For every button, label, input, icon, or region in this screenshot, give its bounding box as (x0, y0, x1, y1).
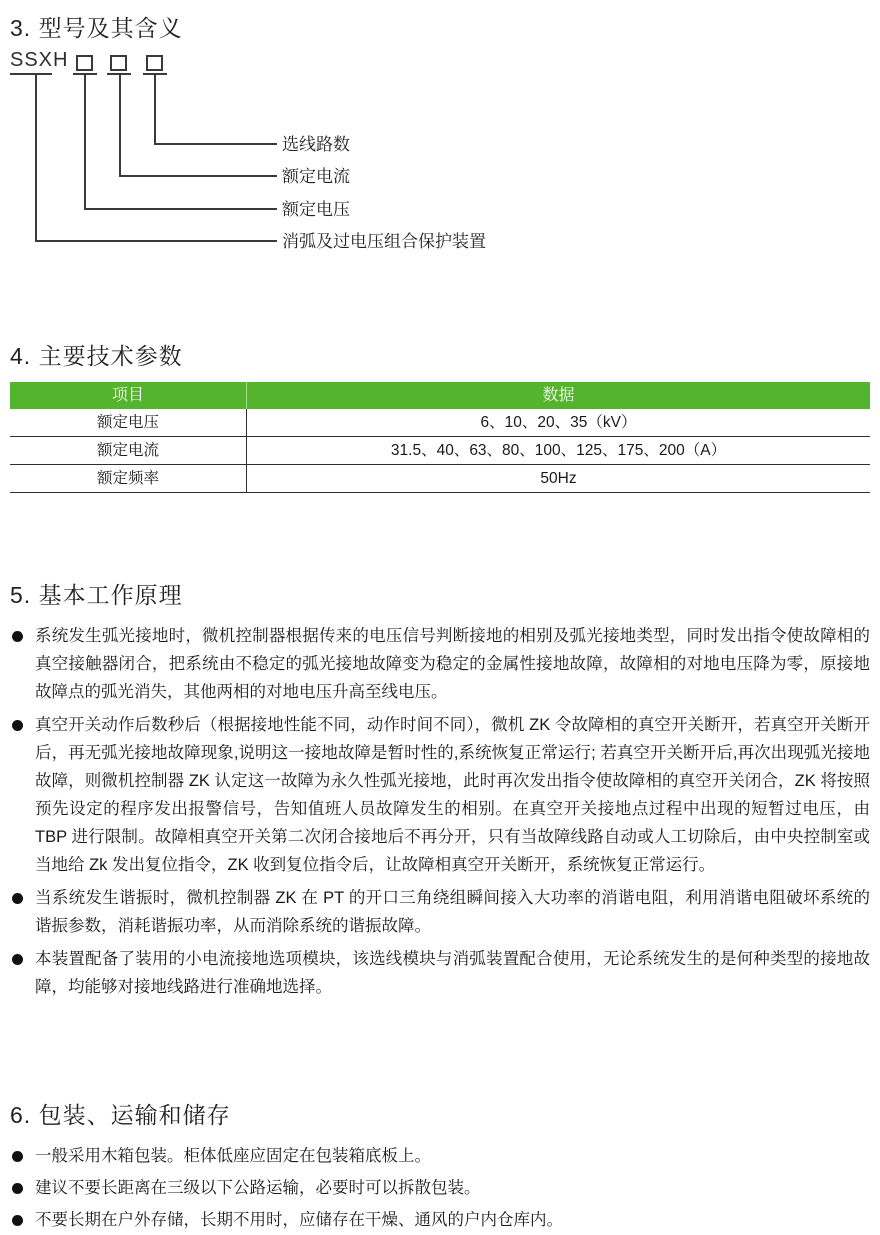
table-row (10, 437, 870, 465)
list-item (10, 1174, 870, 1203)
list-item (10, 1142, 870, 1171)
bullet-icon (12, 631, 23, 642)
table-cell-value: 31.5、40、63、80、100、125、175、200（A） (390, 442, 727, 459)
table-cell-item: 额定频率 (10, 465, 247, 492)
diagram-label-device-name: 消弧及过电压组合保护装置 (282, 232, 486, 251)
table-header-data: 数据 (542, 387, 575, 404)
model-digit-box-3 (146, 55, 163, 71)
parameters-table (10, 382, 870, 493)
bullet-paragraph: 当系统发生谐振时，微机控制器 ZK 在 PT 的开口三角绕组瞬间接入大功率的消谐电阻，利用消谐电阻破坏系统的谐振参数，消耗谐振功率，从而消除系统的谐振故障。 (35, 889, 870, 935)
table-cell-value: 6、10、20、35（kV） (480, 414, 637, 431)
list-item (10, 1206, 870, 1235)
bullet-icon (12, 1151, 23, 1162)
storage-bullet-list (10, 1142, 870, 1235)
section-title-principle: 5. 基本工作原理 (10, 582, 183, 608)
table-header-item: 项目 (10, 382, 247, 409)
bullet-paragraph: 一般采用木箱包装。柜体低座应固定在包装箱底板上。 (35, 1147, 431, 1165)
model-digit-box-1 (76, 55, 93, 71)
section-title-parameters: 4. 主要技术参数 (10, 343, 183, 369)
table-cell-item: 额定电压 (10, 409, 247, 436)
diagram-label-line-count: 选线路数 (282, 135, 350, 154)
bullet-paragraph: 系统发生弧光接地时，微机控制器根据传来的电压信号判断接地的相别及弧光接地类型，同时发出指令使故障相的真空接触器闭合，把系统由不稳定的弧光接地故障变为稳定的金属性接地故障，故障相的对地电压降为零，原接地故障点的弧光消失，其他两相的对地电压升高至线电压。 (35, 627, 870, 701)
diagram-label-rated-current: 额定电流 (282, 167, 350, 186)
model-designation-diagram (10, 49, 870, 305)
model-digit-box-2 (110, 55, 127, 71)
table-cell-item: 额定电流 (10, 437, 247, 464)
bullet-paragraph: 真空开关动作后数秒后（根据接地性能不同，动作时间不同），微机 ZK 令故障相的真空开关断开，若真空开关断开后，再无弧光接地故障现象,说明这一接地故障是暂时性的,系统恢复正常运行; 若真空开关断开后,再次出现弧光接地故障，则微机控制器 ZK 认定这一故障为永久性弧光接地，此时再次发出指令使故障相的真空开关闭合，ZK 将按照预先设定的程序发出报警信号，告知值班人员故障发生的相别。在真空开关接地点过程中出现的短暂过电压，由 TBP 进行限制。故障相真空开关第二次闭合接地后不再分开，只有当故障线路自动或人工切除后，由中央控制室或当地给 Zk 发出复位指令，ZK 收到复位指令后，让故障相真空开关断开，系统恢复正常运行。 (35, 716, 870, 874)
section-title-storage: 6. 包装、运输和储存 (10, 1102, 231, 1128)
diagram-label-rated-voltage: 额定电压 (282, 200, 350, 219)
connector-line-device-name (35, 75, 277, 242)
table-row (10, 465, 870, 493)
list-item (10, 622, 870, 706)
bullet-icon (12, 720, 23, 731)
section-title-model: 3. 型号及其含义 (10, 15, 183, 41)
model-prefix-text: SSXH (10, 49, 69, 71)
bullet-paragraph: 建议不要长距离在三级以下公路运输，必要时可以拆散包装。 (35, 1179, 481, 1197)
bullet-icon (12, 1183, 23, 1194)
list-item (10, 884, 870, 940)
table-cell-value: 50Hz (540, 470, 577, 487)
list-item (10, 945, 870, 1001)
table-row (10, 409, 870, 437)
bullet-icon (12, 893, 23, 904)
list-item (10, 711, 870, 879)
table-header-row (10, 382, 870, 409)
bullet-paragraph: 本装置配备了装用的小电流接地选项模块，该选线模块与消弧装置配合使用，无论系统发生的是何种类型的接地故障，均能够对接地线路进行准确地选择。 (35, 950, 870, 996)
principle-bullet-list (10, 622, 870, 1001)
bullet-icon (12, 1215, 23, 1226)
bullet-icon (12, 954, 23, 965)
bullet-paragraph: 不要长期在户外存储，长期不用时，应储存在干燥、通风的户内仓库内。 (35, 1211, 563, 1229)
